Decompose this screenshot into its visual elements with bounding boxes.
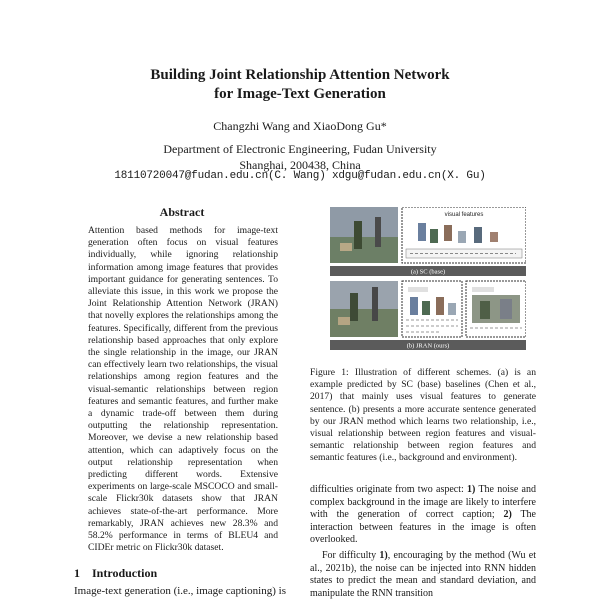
section-title: Introduction [92,566,158,580]
para1-text-a: difficulties originate from two aspect: [310,484,468,495]
paper-title [0,66,600,104]
paragraph-1 [310,484,536,547]
para2-text-c: , encouraging by the method (Wu et al., 2021b), the noise can be injected into RNN hidden states to predict the mean and standard deviation, and manipulate the RNN transition [310,549,536,599]
panel-a-header: visual features [444,212,484,218]
affiliation-line-1: Department of Electronic Engineering, Fudan University [163,142,437,156]
panel-b-feature-box [402,281,526,337]
para1-point-2: 2) [503,509,512,521]
panel-a-photo [330,207,398,263]
para1-text-d: The interaction between features in the image is often overlooked. [310,509,536,546]
abstract-text: Attention based methods for image-text generation often focus on visual features individually, while ignoring relationship information among image features that provides important guidance for generating sentences. To alleviate this issue, in this work we propose the Joint Relationship Attention Network (JRAN) that novelly explores the relationships among the features. Specifically, different from the previous relationship based approaches that only explore the single relationship in the image, our JRAN can effectively learn two relationships, the visual relationships among region features and the visual-semantic relationships between region features and semantic features, and further make a dynamic trade-off between them during outputting the relationship representation. Moreover, we devise a new relationship based attention, which can adaptively focus on the output relationship representation when predicting different words. Extensive experiments on large-scale MSCOCO and small-scale Flickr30k datasets show that JRAN achieves state-of-the-art performance. More remarkably, JRAN achieves new 28.3% and 58.2% performance in terms of BLEU4 and CIDEr metric on Flickr30k dataset. [88,225,278,554]
abstract-heading: Abstract [159,205,205,219]
right-column-text [310,484,536,600]
para2-point-1: 1) [379,549,388,561]
introduction-first-line: Image-text generation (i.e., image captioning) is [74,585,286,597]
title-line-1: Building Joint Relationship Attention Network [150,67,450,83]
authors: Changzhi Wang and XiaoDong Gu* [213,119,387,133]
para2-text-a: For difficulty [322,549,380,561]
affiliation-line-2: Shanghai, 200438, China [239,158,361,172]
paragraph-2 [310,550,536,600]
author-emails: 18110720047@fudan.edu.cn(C. Wang) xdgu@fudan.edu.cn(X. Gu) [114,170,486,182]
panel-b-photo [330,281,398,337]
affiliation [0,141,600,173]
panel-a-label: (a) SC (base) [410,268,446,276]
section-number: 1 [74,566,80,580]
section-heading-introduction [74,566,157,581]
panel-a-feature-box [402,207,526,263]
para1-point-1: 1) [467,484,476,495]
panel-b-label: (b) JRAN (ours) [406,342,450,350]
figure-1-caption: Figure 1: Illustration of different schemes. (a) is an example predicted by SC (base) baselines (Chen et al., 2017) that mainly uses visual features to generate sentence. (b) presents a more accurate sentence generated by our JRAN method which learns two relationship, i.e., visual relationship between region features and visual-semantic relationship between region features and semantic features (i.e., background and environment). [310,367,536,464]
figure-1-illustration [330,207,526,357]
figure-1 [330,207,526,357]
para1-text-c: The noise and complex background in the image are likely to interfere with the generation of correct caption; [310,484,536,521]
title-line-2: for Image-Text Generation [214,86,386,102]
